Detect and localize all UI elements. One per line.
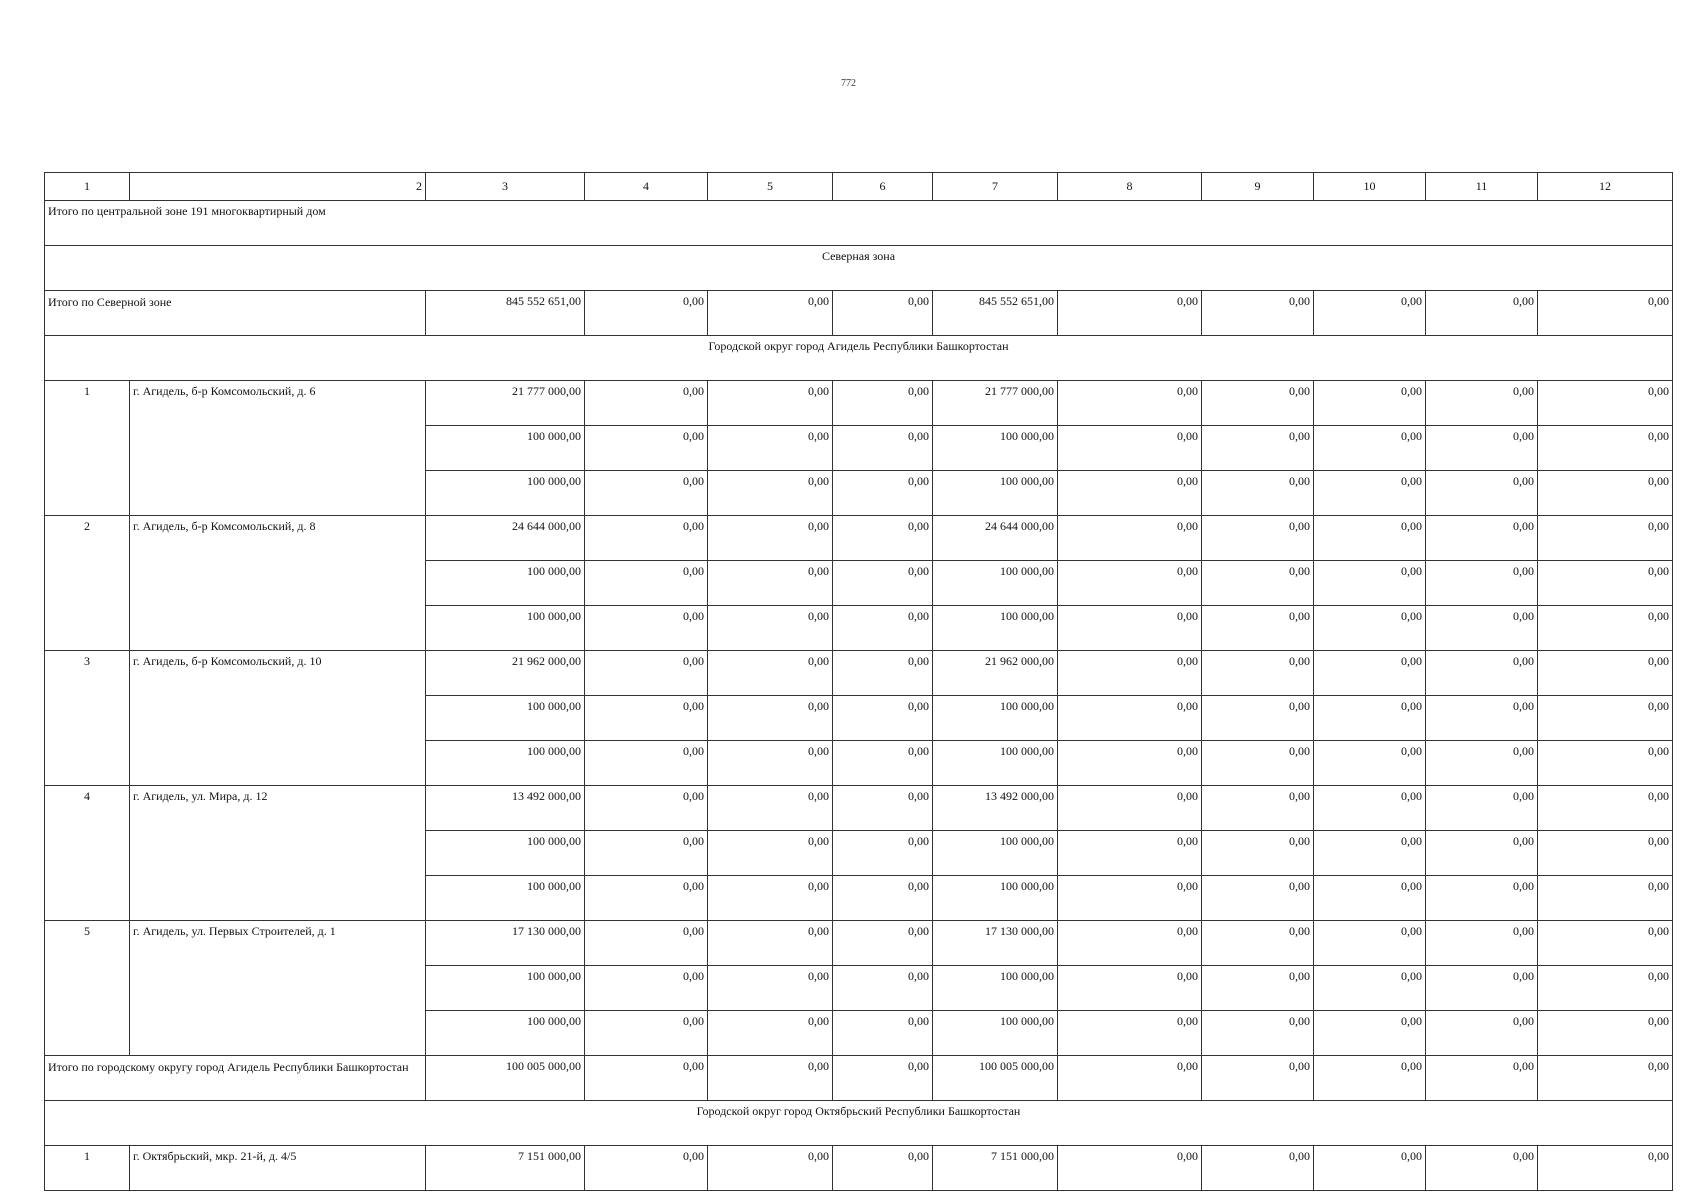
column-number-cell: 10 — [1314, 173, 1426, 201]
value-cell: 0,00 — [708, 741, 833, 786]
value-cell: 0,00 — [708, 291, 833, 336]
value-cell: 0,00 — [1058, 831, 1202, 876]
row-number: 2 — [45, 516, 130, 651]
address-cell: г. Агидель, ул. Мира, д. 12 — [130, 786, 426, 921]
value-cell: 0,00 — [585, 1011, 708, 1056]
value-cell: 0,00 — [1426, 651, 1538, 696]
total-row — [45, 291, 1673, 336]
value-cell: 13 492 000,00 — [933, 786, 1058, 831]
value-cell: 0,00 — [1314, 516, 1426, 561]
value-cell: 0,00 — [1058, 291, 1202, 336]
value-cell: 0,00 — [1058, 561, 1202, 606]
value-cell: 0,00 — [1538, 876, 1673, 921]
value-cell: 0,00 — [1058, 606, 1202, 651]
value-cell: 0,00 — [1538, 426, 1673, 471]
value-cell: 7 151 000,00 — [426, 1146, 585, 1191]
value-cell: 0,00 — [1426, 876, 1538, 921]
value-cell: 0,00 — [708, 1011, 833, 1056]
value-cell: 0,00 — [1314, 876, 1426, 921]
value-cell: 100 000,00 — [933, 1011, 1058, 1056]
value-cell: 0,00 — [1202, 966, 1314, 1011]
value-cell: 0,00 — [585, 741, 708, 786]
section-heading: Городской округ город Октябрьский Республики Башкортостан — [45, 1101, 1673, 1146]
value-cell: 0,00 — [1426, 786, 1538, 831]
value-cell: 0,00 — [585, 471, 708, 516]
value-cell: 0,00 — [1058, 966, 1202, 1011]
value-cell: 0,00 — [708, 1146, 833, 1191]
value-cell: 0,00 — [1058, 1011, 1202, 1056]
value-cell: 0,00 — [833, 921, 933, 966]
value-cell: 0,00 — [1202, 606, 1314, 651]
value-cell: 0,00 — [1426, 921, 1538, 966]
total-row — [45, 1056, 1673, 1101]
value-cell: 0,00 — [1058, 471, 1202, 516]
value-cell: 0,00 — [585, 786, 708, 831]
value-cell: 0,00 — [1314, 831, 1426, 876]
value-cell: 0,00 — [1538, 921, 1673, 966]
value-cell: 0,00 — [1202, 741, 1314, 786]
value-cell: 0,00 — [1058, 696, 1202, 741]
value-cell: 24 644 000,00 — [933, 516, 1058, 561]
value-cell: 0,00 — [1058, 741, 1202, 786]
value-cell: 0,00 — [833, 606, 933, 651]
value-cell: 0,00 — [1314, 561, 1426, 606]
table-row — [45, 921, 1673, 966]
value-cell: 0,00 — [1538, 1146, 1673, 1191]
value-cell: 0,00 — [1426, 966, 1538, 1011]
value-cell: 0,00 — [833, 1146, 933, 1191]
value-cell: 0,00 — [1538, 381, 1673, 426]
value-cell: 100 000,00 — [933, 696, 1058, 741]
value-cell: 0,00 — [833, 966, 933, 1011]
total-label: Итого по городскому округу город Агидель Республики Башкортостан — [45, 1056, 426, 1101]
value-cell: 0,00 — [1314, 381, 1426, 426]
value-cell: 0,00 — [708, 831, 833, 876]
value-cell: 0,00 — [585, 291, 708, 336]
value-cell: 0,00 — [1058, 921, 1202, 966]
value-cell: 0,00 — [585, 516, 708, 561]
value-cell: 0,00 — [1202, 876, 1314, 921]
value-cell: 100 000,00 — [933, 831, 1058, 876]
value-cell: 0,00 — [1058, 516, 1202, 561]
value-cell: 0,00 — [833, 1011, 933, 1056]
address-cell: г. Агидель, б-р Комсомольский, д. 6 — [130, 381, 426, 516]
value-cell: 0,00 — [708, 921, 833, 966]
value-cell: 0,00 — [1538, 786, 1673, 831]
value-cell: 0,00 — [833, 516, 933, 561]
value-cell: 0,00 — [585, 696, 708, 741]
value-cell: 21 962 000,00 — [933, 651, 1058, 696]
value-cell: 0,00 — [1314, 741, 1426, 786]
value-cell: 0,00 — [708, 381, 833, 426]
section-heading: Северная зона — [45, 246, 1673, 291]
value-cell: 0,00 — [833, 381, 933, 426]
value-cell: 0,00 — [1202, 291, 1314, 336]
value-cell: 0,00 — [1202, 426, 1314, 471]
value-cell: 0,00 — [1426, 426, 1538, 471]
value-cell: 0,00 — [1202, 1011, 1314, 1056]
value-cell: 0,00 — [1538, 831, 1673, 876]
value-cell: 0,00 — [585, 651, 708, 696]
value-cell: 21 962 000,00 — [426, 651, 585, 696]
value-cell: 0,00 — [1426, 1146, 1538, 1191]
value-cell: 0,00 — [708, 876, 833, 921]
value-cell: 0,00 — [1202, 471, 1314, 516]
value-cell: 0,00 — [1314, 471, 1426, 516]
value-cell: 0,00 — [1202, 1056, 1314, 1101]
value-cell: 845 552 651,00 — [933, 291, 1058, 336]
value-cell: 0,00 — [1202, 921, 1314, 966]
value-cell: 21 777 000,00 — [426, 381, 585, 426]
column-number-cell: 5 — [708, 173, 833, 201]
value-cell: 0,00 — [1202, 786, 1314, 831]
value-cell: 13 492 000,00 — [426, 786, 585, 831]
value-cell: 0,00 — [585, 426, 708, 471]
value-cell: 0,00 — [833, 471, 933, 516]
row-number: 1 — [45, 1146, 130, 1191]
value-cell: 0,00 — [1314, 696, 1426, 741]
value-cell: 0,00 — [1426, 471, 1538, 516]
value-cell: 0,00 — [708, 606, 833, 651]
value-cell: 0,00 — [1538, 651, 1673, 696]
value-cell: 0,00 — [1202, 561, 1314, 606]
value-cell: 0,00 — [1538, 516, 1673, 561]
column-number-cell: 1 — [45, 173, 130, 201]
page-number: 772 — [841, 78, 856, 89]
value-cell: 100 000,00 — [933, 561, 1058, 606]
value-cell: 0,00 — [1202, 651, 1314, 696]
value-cell: 100 000,00 — [426, 876, 585, 921]
column-numbers-row — [45, 173, 1673, 201]
value-cell: 100 000,00 — [426, 426, 585, 471]
value-cell: 0,00 — [708, 786, 833, 831]
value-cell: 0,00 — [1426, 696, 1538, 741]
value-cell: 0,00 — [708, 696, 833, 741]
value-cell: 0,00 — [708, 426, 833, 471]
value-cell: 0,00 — [708, 1056, 833, 1101]
value-cell: 0,00 — [708, 561, 833, 606]
value-cell: 845 552 651,00 — [426, 291, 585, 336]
row-number: 4 — [45, 786, 130, 921]
value-cell: 0,00 — [1538, 561, 1673, 606]
value-cell: 0,00 — [1426, 516, 1538, 561]
value-cell: 0,00 — [585, 381, 708, 426]
value-cell: 100 000,00 — [426, 966, 585, 1011]
value-cell: 0,00 — [1426, 606, 1538, 651]
value-cell: 0,00 — [585, 1056, 708, 1101]
value-cell: 0,00 — [585, 1146, 708, 1191]
value-cell: 100 005 000,00 — [426, 1056, 585, 1101]
table-row — [45, 381, 1673, 426]
column-number-cell: 11 — [1426, 173, 1538, 201]
value-cell: 100 000,00 — [426, 831, 585, 876]
value-cell: 0,00 — [833, 876, 933, 921]
value-cell: 0,00 — [585, 831, 708, 876]
section-heading: Городской округ город Агидель Республики Башкортостан — [45, 336, 1673, 381]
table-row — [45, 516, 1673, 561]
value-cell: 21 777 000,00 — [933, 381, 1058, 426]
value-cell: 100 000,00 — [426, 561, 585, 606]
column-number-cell: 9 — [1202, 173, 1314, 201]
value-cell: 100 000,00 — [933, 471, 1058, 516]
value-cell: 100 000,00 — [933, 426, 1058, 471]
section-heading-row — [45, 1101, 1673, 1146]
value-cell: 0,00 — [1202, 831, 1314, 876]
value-cell: 24 644 000,00 — [426, 516, 585, 561]
value-cell: 0,00 — [1426, 1056, 1538, 1101]
value-cell: 100 000,00 — [933, 876, 1058, 921]
value-cell: 7 151 000,00 — [933, 1146, 1058, 1191]
value-cell: 0,00 — [1314, 1146, 1426, 1191]
value-cell: 0,00 — [585, 606, 708, 651]
row-number: 1 — [45, 381, 130, 516]
value-cell: 0,00 — [1538, 291, 1673, 336]
value-cell: 0,00 — [585, 966, 708, 1011]
column-number-cell: 2 — [130, 173, 426, 201]
value-cell: 0,00 — [1058, 1146, 1202, 1191]
value-cell: 0,00 — [833, 1056, 933, 1101]
column-number-cell: 6 — [833, 173, 933, 201]
column-number-cell: 8 — [1058, 173, 1202, 201]
value-cell: 0,00 — [1426, 291, 1538, 336]
value-cell: 0,00 — [585, 921, 708, 966]
value-cell: 0,00 — [1538, 966, 1673, 1011]
value-cell: 0,00 — [833, 831, 933, 876]
value-cell: 100 000,00 — [426, 1011, 585, 1056]
value-cell: 0,00 — [1202, 1146, 1314, 1191]
value-cell: 0,00 — [1426, 381, 1538, 426]
value-cell: 0,00 — [1314, 291, 1426, 336]
value-cell: 0,00 — [1538, 1056, 1673, 1101]
column-number-cell: 3 — [426, 173, 585, 201]
value-cell: 0,00 — [1538, 696, 1673, 741]
value-cell: 100 000,00 — [426, 741, 585, 786]
summary-row — [45, 201, 1673, 246]
row-number: 3 — [45, 651, 130, 786]
value-cell: 0,00 — [1538, 1011, 1673, 1056]
value-cell: 0,00 — [1538, 471, 1673, 516]
column-number-cell: 7 — [933, 173, 1058, 201]
value-cell: 0,00 — [1202, 696, 1314, 741]
value-cell: 0,00 — [833, 651, 933, 696]
table-row — [45, 651, 1673, 696]
value-cell: 0,00 — [708, 471, 833, 516]
value-cell: 100 000,00 — [933, 966, 1058, 1011]
value-cell: 0,00 — [1314, 606, 1426, 651]
column-number-cell: 4 — [585, 173, 708, 201]
value-cell: 0,00 — [1538, 741, 1673, 786]
total-label: Итого по Северной зоне — [45, 291, 426, 336]
value-cell: 0,00 — [1426, 741, 1538, 786]
value-cell: 0,00 — [1314, 1011, 1426, 1056]
value-cell: 0,00 — [708, 966, 833, 1011]
value-cell: 100 000,00 — [426, 606, 585, 651]
value-cell: 0,00 — [833, 426, 933, 471]
section-heading-row — [45, 246, 1673, 291]
value-cell: 0,00 — [1058, 876, 1202, 921]
value-cell: 0,00 — [708, 651, 833, 696]
value-cell: 0,00 — [833, 741, 933, 786]
value-cell: 0,00 — [1314, 786, 1426, 831]
value-cell: 100 000,00 — [426, 471, 585, 516]
table-row — [45, 1146, 1673, 1191]
value-cell: 0,00 — [1538, 606, 1673, 651]
value-cell: 0,00 — [1058, 426, 1202, 471]
address-cell: г. Агидель, б-р Комсомольский, д. 8 — [130, 516, 426, 651]
value-cell: 0,00 — [1426, 1011, 1538, 1056]
row-number: 5 — [45, 921, 130, 1056]
value-cell: 0,00 — [1314, 1056, 1426, 1101]
value-cell: 0,00 — [1314, 426, 1426, 471]
value-cell: 0,00 — [585, 876, 708, 921]
value-cell: 0,00 — [1058, 651, 1202, 696]
value-cell: 0,00 — [1202, 381, 1314, 426]
value-cell: 0,00 — [1314, 921, 1426, 966]
value-cell: 100 000,00 — [933, 606, 1058, 651]
summary-label: Итого по центральной зоне 191 многоквартирный дом — [45, 201, 1673, 246]
address-cell: г. Агидель, ул. Первых Строителей, д. 1 — [130, 921, 426, 1056]
value-cell: 0,00 — [833, 561, 933, 606]
address-cell: г. Октябрьский, мкр. 21-й, д. 4/5 — [130, 1146, 426, 1191]
value-cell: 0,00 — [1426, 561, 1538, 606]
value-cell: 0,00 — [1202, 516, 1314, 561]
value-cell: 0,00 — [1058, 1056, 1202, 1101]
table-row — [45, 786, 1673, 831]
section-heading-row — [45, 336, 1673, 381]
value-cell: 0,00 — [1058, 786, 1202, 831]
budget-table — [44, 172, 1673, 1191]
address-cell: г. Агидель, б-р Комсомольский, д. 10 — [130, 651, 426, 786]
value-cell: 0,00 — [1058, 381, 1202, 426]
value-cell: 0,00 — [833, 786, 933, 831]
value-cell: 0,00 — [1314, 651, 1426, 696]
value-cell: 0,00 — [833, 696, 933, 741]
value-cell: 17 130 000,00 — [933, 921, 1058, 966]
value-cell: 0,00 — [1314, 966, 1426, 1011]
value-cell: 17 130 000,00 — [426, 921, 585, 966]
value-cell: 0,00 — [585, 561, 708, 606]
value-cell: 0,00 — [708, 516, 833, 561]
value-cell: 100 000,00 — [933, 741, 1058, 786]
value-cell: 100 005 000,00 — [933, 1056, 1058, 1101]
value-cell: 0,00 — [1426, 831, 1538, 876]
value-cell: 100 000,00 — [426, 696, 585, 741]
value-cell: 0,00 — [833, 291, 933, 336]
column-number-cell: 12 — [1538, 173, 1673, 201]
